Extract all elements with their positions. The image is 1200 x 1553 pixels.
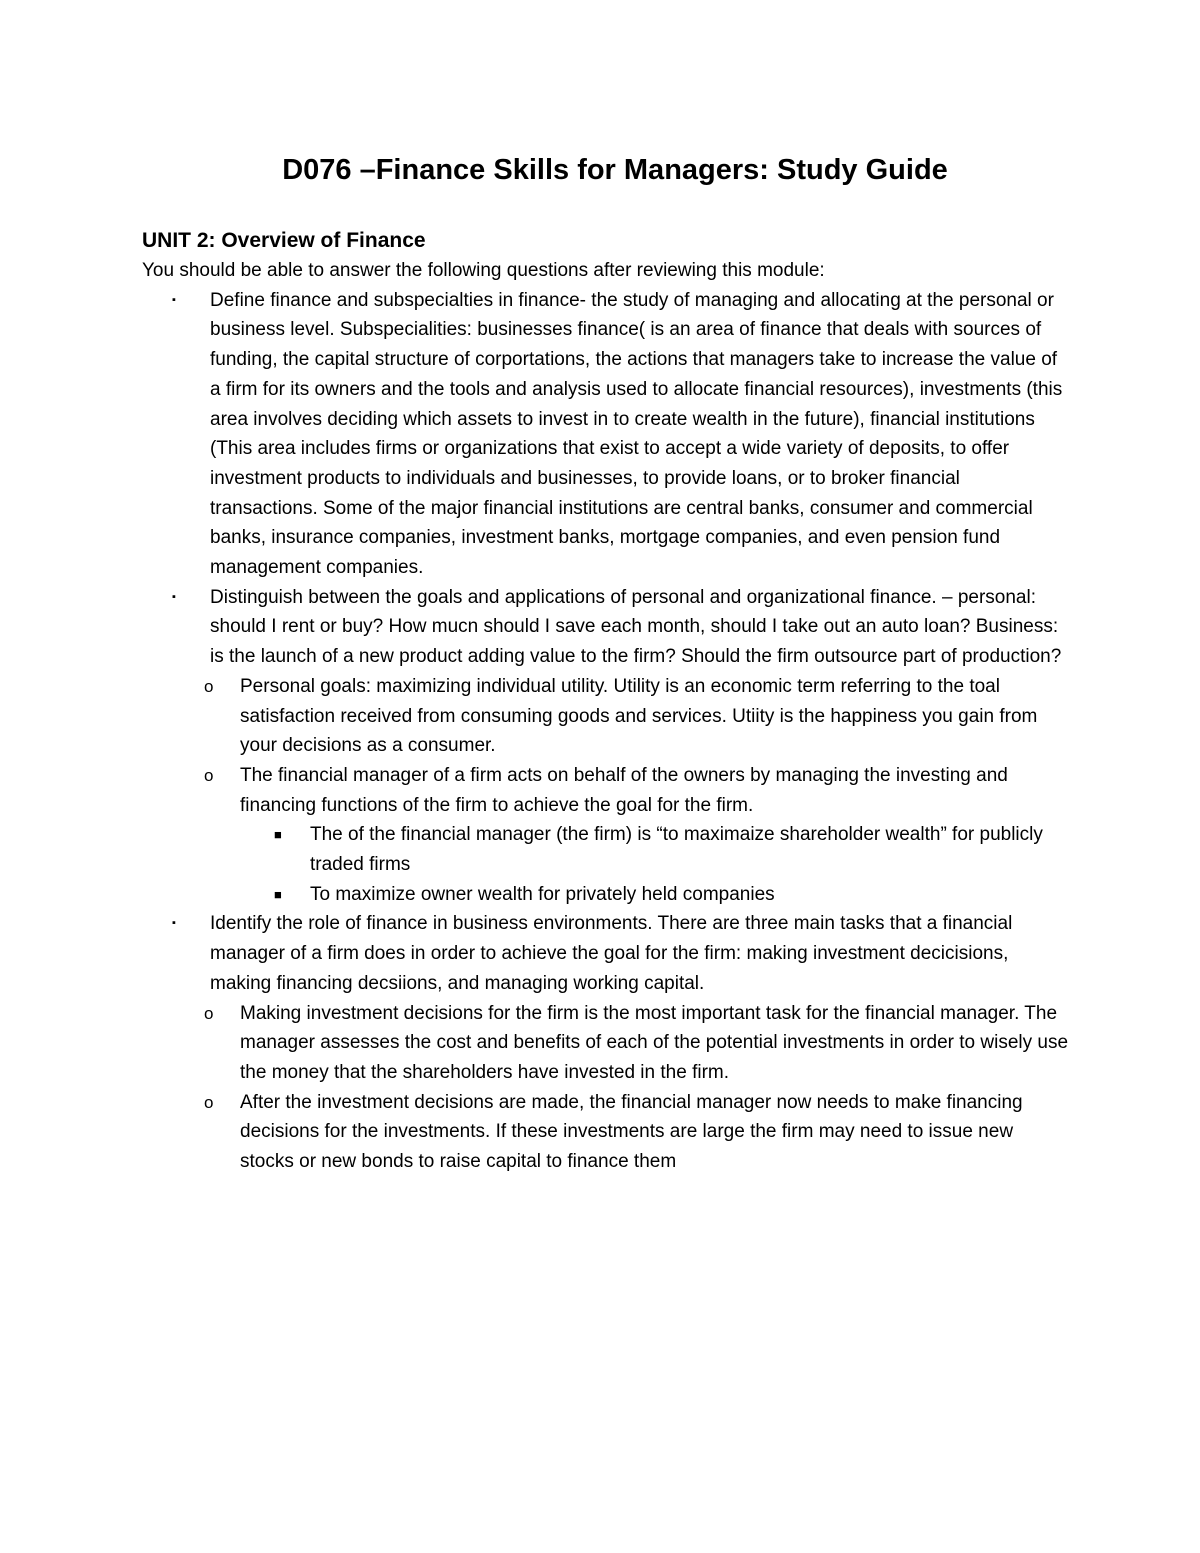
- list-item: [142, 583, 1072, 910]
- list-item-text: Identify the role of finance in business environments. There are three main tasks that a financial manager of a firm does in order to achieve the goal for the firm: making investment decicisions, making financing decsiions, and managing working capital.: [210, 913, 1013, 994]
- sub-list: [142, 999, 1072, 1177]
- sub-list-item: [142, 1088, 1072, 1177]
- list-item: [142, 909, 1072, 1176]
- list-item-text: Distinguish between the goals and applications of personal and organizational finance. – personal: should I rent or buy? How mucn should I save each month, should I take out an auto loan? Business: is the launch of a new product adding value to the firm? Should the firm outsource part of production?: [210, 586, 1062, 668]
- square-bullet-icon: ▪: [172, 590, 176, 603]
- list-item: [142, 286, 1072, 583]
- sub-sub-list-item: [142, 820, 1072, 879]
- sub-list-item: [142, 761, 1072, 910]
- sub-list-item-text: After the investment decisions are made, the financial manager now needs to make financing decisions for the investments. If these investments are large the firm may need to issue new stocks or new bonds to raise capital to finance them: [240, 1091, 1023, 1173]
- document-page: [142, 150, 1072, 1177]
- list-item-text: Define finance and subspecialties in finance- the study of managing and allocating at the personal or business level. Subspecialities: businesses finance( is an area of finance that deals with sources of funding, the capital structure of corportations, the actions that managers take to increase the value of a firm for its owners and the tools and analysis used to allocate financial resources), investments (this area involves deciding which assets to invest in to create wealth in the future), financial institutions (This area includes firms or organizations that exist to accept a wide variety of deposits, to offer investment products to individuals and businesses, to provide loans, or to broker financial transactions. Some of the major financial institutions are central banks, consumer and commercial banks, insurance companies, investment banks, mortgage companies, and even pension fund management companies.: [210, 289, 1063, 579]
- sub-list-item-text: The financial manager of a firm acts on behalf of the owners by managing the investing and financing functions of the firm to achieve the goal for the firm.: [240, 764, 1008, 816]
- circle-bullet-icon: o: [204, 765, 214, 785]
- sub-list: [142, 672, 1072, 910]
- square-bullet-icon: ▪: [172, 917, 176, 930]
- sub-list-item: [142, 672, 1072, 761]
- sub-sub-list-item-text: To maximize owner wealth for privately held companies: [310, 883, 775, 905]
- filled-square-bullet-icon: ■: [274, 827, 282, 843]
- intro-text: You should be able to answer the following questions after reviewing this module:: [142, 260, 825, 281]
- square-bullet-icon: ▪: [172, 293, 176, 306]
- circle-bullet-icon: o: [204, 1092, 214, 1112]
- sub-list-item-text: Personal goals: maximizing individual utility. Utility is an economic term referring to the toal satisfaction received from consuming goods and services. Utiity is the happiness you gain from your decisions as a consumer.: [240, 675, 1038, 757]
- question-list: [142, 286, 1072, 1177]
- sub-sub-list-item: [142, 880, 1072, 910]
- sub-list-item-text: Making investment decisions for the firm is the most important task for the financial manager. The manager assesses the cost and benefits of each of the potential investments in order to wisely use the money that the shareholders have invested in the firm.: [240, 1002, 1069, 1083]
- unit-heading: UNIT 2: Overview of Finance: [142, 229, 426, 252]
- sub-list-item: [142, 999, 1072, 1088]
- filled-square-bullet-icon: ■: [274, 886, 282, 902]
- sub-sub-list: [142, 820, 1072, 909]
- circle-bullet-icon: o: [204, 676, 214, 696]
- circle-bullet-icon: o: [204, 1003, 214, 1023]
- sub-sub-list-item-text: The of the financial manager (the firm) is “to maximaize shareholder wealth” for publicly traded firms: [310, 824, 1043, 876]
- document-title: D076 –Finance Skills for Managers: Study Guide: [282, 154, 948, 186]
